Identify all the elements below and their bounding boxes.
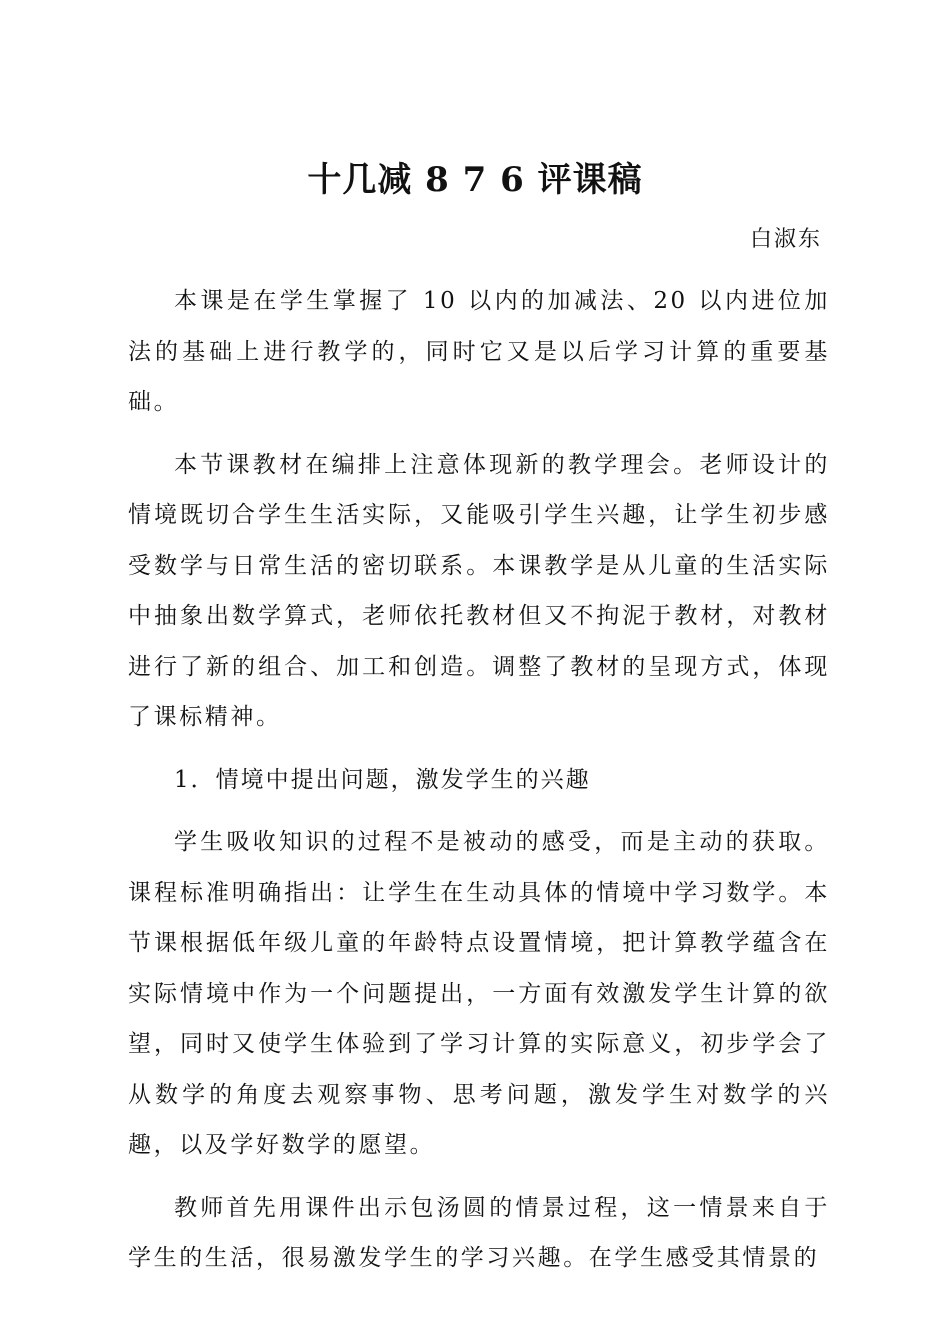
section-heading-1: 1．情境中提出问题，激发学生的兴趣 (174, 766, 591, 793)
document-author: 白淑东 (749, 227, 822, 252)
paragraph-textbook: 本节课教材在编排上注意体现新的教学理会。老师设计的情境既切合学生生活实际，又能吸引学生兴趣，让学生初步感受数学与日常生活的密切联系。本课教学是从儿童的生活实际中抽象出数学算式，老师依托教材但又不拘泥于教材，对教材进行了新的组合、加工和创造。调整了教材的呈现方式，体现了课标精神。 (128, 451, 830, 730)
document-body (128, 276, 830, 1296)
document-title: 十几减 8 7 6 评课稿 (307, 160, 643, 200)
paragraph-intro: 本课是在学生掌握了 10 以内的加减法、20 以内进位加法的基础上进行教学的，同时它又是以后学习计算的重要基础。 (128, 288, 830, 415)
paragraph-learning: 学生吸收知识的过程不是被动的感受，而是主动的获取。课程标准明确指出：让学生在生动具体的情境中学习数学。本节课根据低年级儿童的年龄特点设置情境，把计算教学蕴含在实际情境中作为一个问题提出，一方面有效激发学生计算的欲望，同时又使学生体验到了学习计算的实际意义，初步学会了从数学的角度去观察事物、思考问题，激发学生对数学的兴趣，以及学好数学的愿望。 (128, 829, 830, 1158)
paragraph-teacher: 教师首先用课件出示包汤圆的情景过程，这一情景来自于学生的生活，很易激发学生的学习兴趣。在学生感受其情景的 (128, 1194, 830, 1271)
